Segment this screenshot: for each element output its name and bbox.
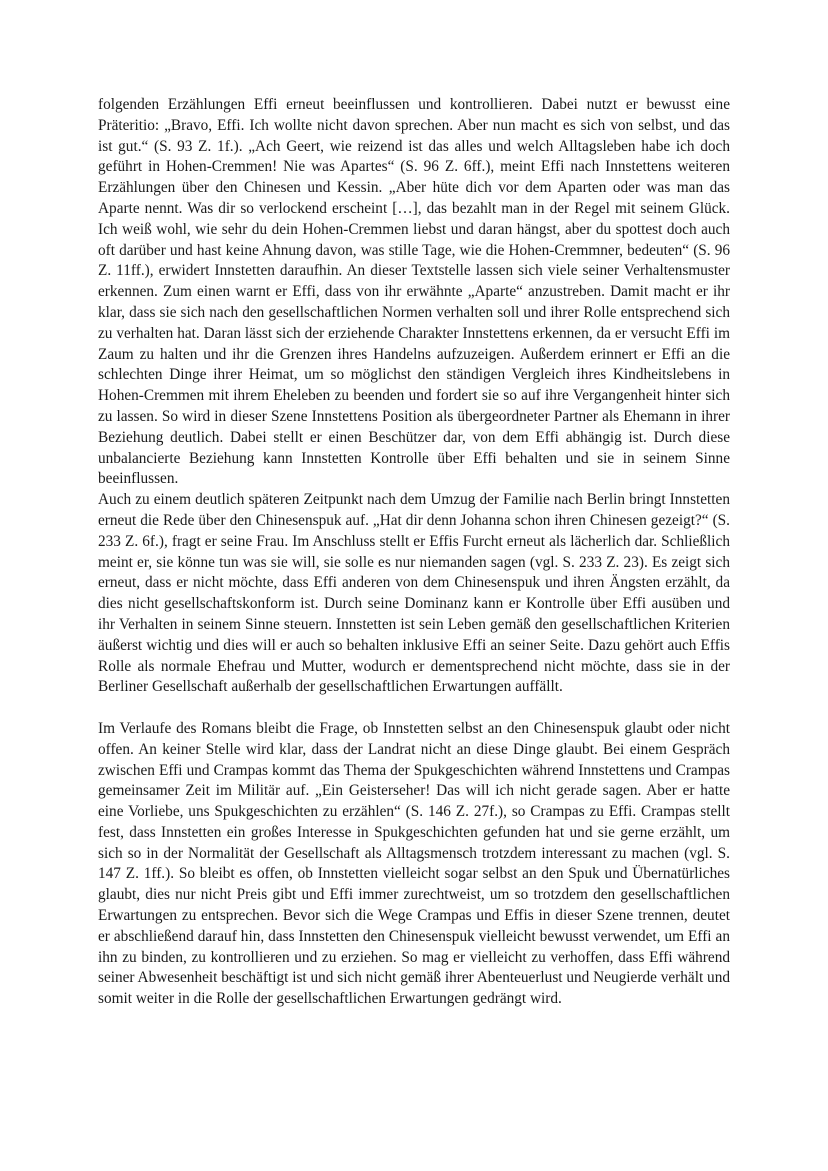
paragraph-1: folgenden Erzählungen Effi erneut beeinflussen und kontrollieren. Dabei nutzt er bewusst eine Präteritio: „Bravo, Effi. Ich wollte nicht davon sprechen. Aber nun macht es sich von selbst, und das ist gut.“ (S. 93 Z. 1f.). „Ach Geert, wie reizend ist das alles und welch Alltagsleben habe ich doch geführt in Hohen-Cremmen! Nie was Apartes“ (S. 96 Z. 6ff.), meint Effi nach Innstettens weiteren Erzählungen über den Chinesen und Kessin. „Aber hüte dich vor dem Aparten oder was man das Aparte nennt. Was dir so verlockend erscheint […], das bezahlt man in der Regel mit seinem Glück. Ich weiß wohl, wie sehr du dein Hohen-Cremmen liebst und daran hängst, aber du spottest doch auch oft darüber und hast keine Ahnung davon, was stille Tage, wie die Hohen-Cremmner, bedeuten“ (S. 96 Z. 11ff.), erwidert Innstetten daraufhin. An dieser Textstelle lassen sich viele seiner Verhaltensmuster erkennen. Zum einen warnt er Effi, dass von ihr erwähnte „Aparte“ anzustreben. Damit macht er ihr klar, dass sie sich nach den gesellschaftlichen Normen verhalten soll und ihrer Rolle entsprechend sich zu verhalten hat. Daran lässt sich der erziehende Charakter Innstettens erkennen, da er versucht Effi im Zaum zu halten und ihr die Grenzen ihres Handelns aufzuzeigen. Außerdem erinnert er Effi an die schlechten Dinge ihrer Heimat, um so möglichst den ständigen Vergleich ihres Kindheitslebens in Hohen-Cremmen mit ihrem Eheleben zu beenden und fordert sie so auf ihre Vergangenheit hinter sich zu lassen. So wird in dieser Szene Innstettens Position als übergeordneter Partner als Ehemann in ihrer Beziehung deutlich. Dabei stellt er einen Beschützer dar, von dem Effi abhängig ist. Durch diese unbalancierte Beziehung kann Innstetten Kontrolle über Effi behalten und sie in seinem Sinne beeinflussen. [98, 96, 730, 488]
paragraph-2: Auch zu einem deutlich späteren Zeitpunkt nach dem Umzug der Familie nach Berlin bringt Innstetten erneut die Rede über den Chinesenspuk auf. „Hat dir denn Johanna schon ihren Chinesen gezeigt?“ (S. 233 Z. 6f.), fragt er seine Frau. Im Anschluss stellt er Effis Furcht erneut als lächerlich dar. Schließlich meint er, sie könne tun was sie will, sie solle es nur niemanden sagen (vgl. S. 233 Z. 23). Es zeigt sich erneut, dass er nicht möchte, dass Effi anderen von dem Chinesenspuk und ihren Ängsten erzählt, da dies nicht gesellschaftskonform ist. Durch seine Dominanz kann er Kontrolle über Effi ausüben und ihr Verhalten in seinem Sinne steuern. Innstetten ist sein Leben gemäß den gesellschaftlichen Kriterien äußerst wichtig und dies will er auch so behalten inklusive Effi an seiner Seite. Dazu gehört auch Effis Rolle als normale Ehefrau und Mutter, wodurch er dementsprechend nicht möchte, dass sie in der Berliner Gesellschaft außerhalb der gesellschaftlichen Erwartungen auffällt. [98, 491, 730, 696]
body-text [98, 95, 730, 1010]
paragraph-3: Im Verlaufe des Romans bleibt die Frage, ob Innstetten selbst an den Chinesenspuk glaubt oder nicht offen. An keiner Stelle wird klar, dass der Landrat nicht an diese Dinge glaubt. Bei einem Gespräch zwischen Effi und Crampas kommt das Thema der Spukgeschichten während Innstettens und Crampas gemeinsamer Zeit im Militär auf. „Ein Geisterseher! Das will ich nicht gerade sagen. Aber er hatte eine Vorliebe, uns Spukgeschichten zu erzählen“ (S. 146 Z. 27f.), so Crampas zu Effi. Crampas stellt fest, dass Innstetten ein großes Interesse in Spukgeschichten gefunden hat und sie gerne erzählt, um sich so in der Normalität der Gesellschaft als Alltagsmensch trotzdem interessant zu machen (vgl. S. 147 Z. 1ff.). So bleibt es offen, ob Innstetten vielleicht sogar selbst an den Spuk und Übernatürliches glaubt, dies nur nicht Preis gibt und Effi immer zurechtweist, um so trotzdem den gesellschaftlichen Erwartungen zu entsprechen. Bevor sich die Wege Crampas und Effis in dieser Szene trennen, deutet er abschließend darauf hin, dass Innstetten den Chinesenspuk vielleicht bewusst verwendet, um Effi an ihn zu binden, zu kontrollieren und zu erziehen. So mag er vielleicht zu verhoffen, dass Effi während seiner Abwesenheit beschäftigt ist und sich nicht gemäß ihrer Abenteuerlust und Neugierde verhält und somit weiter in die Rolle der gesellschaftlichen Erwartungen gedrängt wird. [98, 719, 730, 1008]
paragraph-spacer [98, 698, 730, 719]
